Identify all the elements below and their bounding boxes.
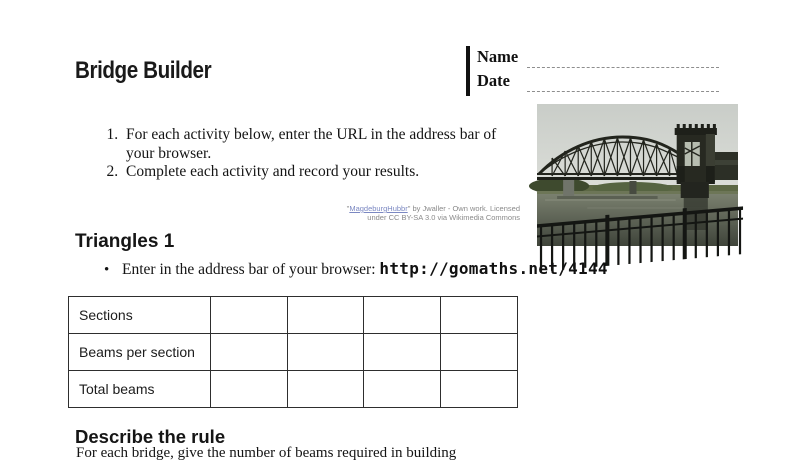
table-cell [211, 334, 288, 371]
row-label: Total beams [69, 371, 211, 408]
page-title: Bridge Builder [75, 57, 212, 84]
date-label: Date [477, 71, 510, 90]
name-label: Name [477, 47, 519, 66]
name-date-divider [466, 46, 470, 96]
table-cell [441, 334, 518, 371]
table-row [69, 371, 518, 408]
table-cell [364, 297, 441, 334]
caption-credit-text: " by Jwaller - Own work. Licensed [407, 204, 520, 213]
instructions-list [98, 126, 510, 182]
name-fill-line [527, 67, 719, 68]
clipped-text-line: For each bridge, give the number of beams required in building [76, 445, 457, 461]
table-cell [288, 297, 364, 334]
instruction-item: 2. Complete each activity and record your results. [122, 163, 510, 182]
bridge-photo [537, 104, 738, 246]
activity-url: http://gomaths.net/4144 [379, 259, 608, 278]
row-label: Sections [69, 297, 211, 334]
table-cell [364, 334, 441, 371]
caption-license-text: under CC BY-SA 3.0 via Wikimedia Commons [367, 213, 520, 222]
bullet-text: Enter in the address bar of your browser: [122, 261, 380, 278]
name-field-row [477, 47, 739, 70]
activity-bullet [104, 259, 608, 279]
date-fill-line [527, 91, 719, 92]
table-cell [211, 371, 288, 408]
table-cell [364, 371, 441, 408]
date-field-row [477, 71, 739, 94]
table-cell [288, 371, 364, 408]
caption-quote: " [346, 204, 350, 213]
table-cell [288, 334, 364, 371]
table-cell [441, 371, 518, 408]
table-row [69, 297, 518, 334]
results-table [68, 296, 518, 408]
bullet-icon: • [104, 262, 110, 278]
photo-credit-link[interactable]: MagdeburgHubbr [349, 204, 408, 213]
instruction-item: 1. For each activity below, enter the URL in the address bar of your browser. [122, 126, 510, 163]
table-row [69, 334, 518, 371]
photo-caption [340, 204, 520, 222]
table-cell [211, 297, 288, 334]
describe-rule-heading: Describe the rule [75, 426, 226, 447]
row-label: Beams per section [69, 334, 211, 371]
bridge-photo-graphic [537, 104, 738, 246]
table-cell [441, 297, 518, 334]
activity-heading: Triangles 1 [75, 231, 175, 252]
